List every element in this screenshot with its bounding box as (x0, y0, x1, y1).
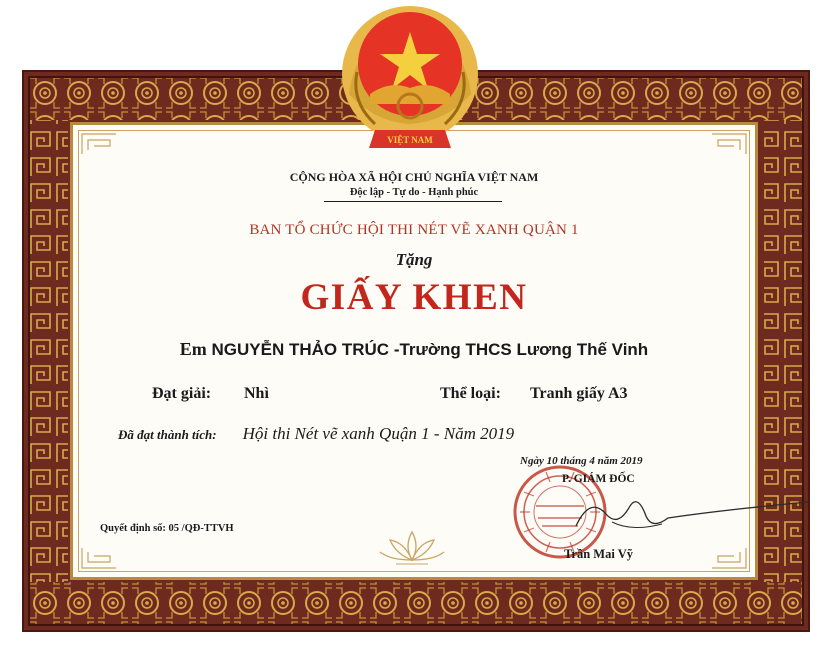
motto-underline (324, 201, 502, 202)
emblem-ribbon-text: VIỆT NAM (387, 135, 433, 145)
presented-label: Tặng (395, 250, 433, 269)
signer-name: Trần Mai Vỹ (564, 547, 633, 561)
decision-number: Quyết định số: 05 /QĐ-TTVH (100, 523, 234, 534)
lotus-ornament (376, 528, 448, 568)
organizer: BAN TỔ CHỨC HỘI THI NÉT VẼ XANH QUẬN 1 (249, 222, 579, 238)
recipient-prefix: Em (179, 339, 207, 359)
corner-ornament-top-right (708, 132, 748, 156)
handwritten-signature (572, 488, 812, 538)
country-name: CỘNG HÒA XÃ HỘI CHỦ NGHĨA VIỆT NAM (289, 170, 539, 184)
prize-label: Đạt giải: (152, 385, 212, 402)
category-value: Tranh giấy A3 (530, 385, 628, 402)
issue-date: Ngày 10 tháng 4 năm 2019 (520, 455, 643, 467)
corner-ornament-bottom-left (80, 546, 120, 570)
signatory-title: P. GIÁM ĐỐC (562, 473, 635, 485)
achievement-row (118, 424, 514, 444)
recipient-school: -Trường THCS Lương Thế Vinh (393, 340, 649, 359)
recipient-name: NGUYỄN THẢO TRÚC (211, 340, 390, 359)
corner-ornament-bottom-right (708, 546, 748, 570)
certificate-title: GIẤY KHEN (300, 277, 528, 318)
achievement-label: Đã đạt thành tích: (118, 427, 217, 442)
national-emblem (335, 2, 485, 167)
category-label: Thể loại: (440, 385, 501, 402)
corner-ornament-top-left (80, 132, 120, 156)
achievement-value: Hội thi Nét vẽ xanh Quận 1 - Năm 2019 (242, 424, 515, 443)
recipient-line (70, 339, 758, 360)
prize-value: Nhì (244, 385, 269, 402)
national-motto: Độc lập - Tự do - Hạnh phúc (349, 187, 479, 198)
